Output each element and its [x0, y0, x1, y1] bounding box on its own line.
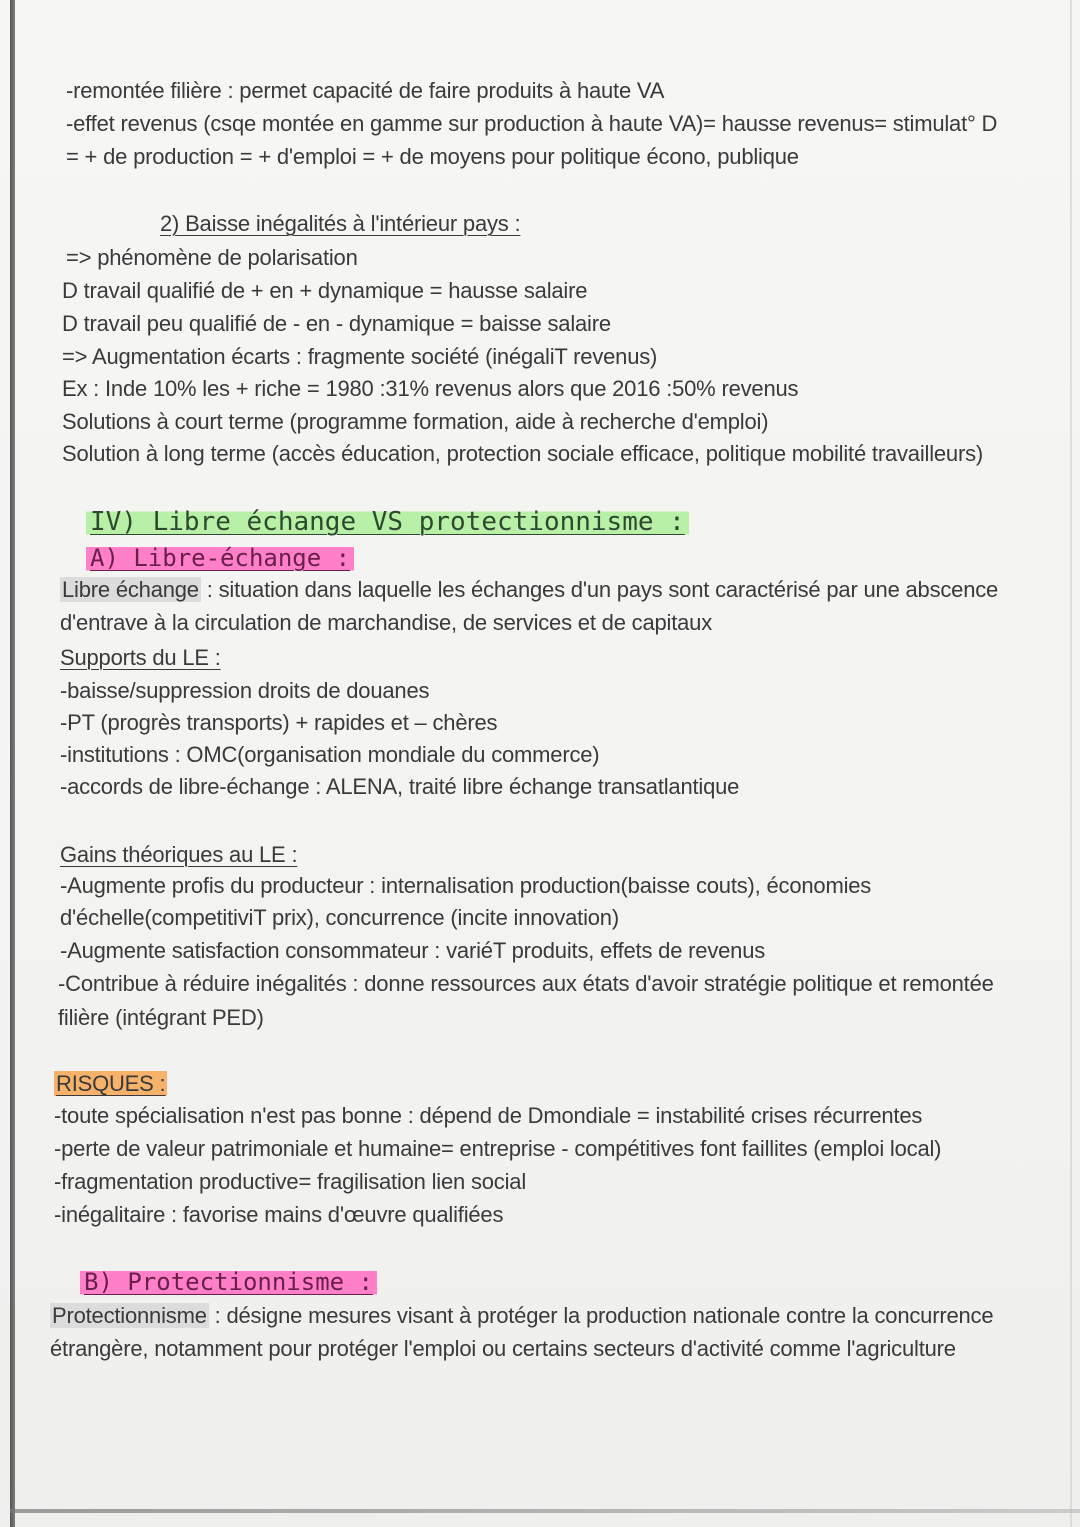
list-item: -Augmente profis du producteur : internalisation production(baisse couts), économies	[60, 873, 872, 898]
text-line: => phénomène de polarisation	[66, 245, 358, 270]
part-heading-text: IV) Libre échange VS protectionnisme :	[86, 507, 689, 537]
text-line: Ex : Inde 10% les + riche = 1980 :31% revenus alors que 2016 :50% revenus	[62, 376, 799, 401]
risks-title	[54, 1069, 167, 1099]
list-item: -perte de valeur patrimoniale et humaine= entreprise - compétitives font faillites (emploi local)	[54, 1136, 942, 1161]
text-line: Solution à long terme (accès éducation, protection sociale efficace, politique mobilité travailleurs)	[62, 441, 984, 466]
page-bottom-edge	[10, 1509, 1080, 1513]
text-line: -effet revenus (csqe montée en gamme sur production à haute VA)= hausse revenus= stimulat° D	[66, 111, 998, 136]
text-line: -remontée filière : permet capacité de faire produits à haute VA	[66, 78, 665, 103]
section-title: 2) Baisse inégalités à l'intérieur pays :	[160, 211, 521, 236]
text-line: => Augmentation écarts : fragmente société (inégaliT revenus)	[62, 344, 658, 369]
subsection-heading-b-text: B) Protectionnisme :	[80, 1268, 377, 1296]
subsection-heading-a-text: A) Libre-échange :	[86, 544, 354, 572]
list-item: -accords de libre-échange : ALENA, traité libre échange transatlantique	[60, 774, 740, 799]
page-right-edge	[1070, 0, 1072, 1527]
list-item: -baisse/suppression droits de douanes	[60, 678, 430, 703]
page-left-edge	[10, 0, 15, 1527]
text-line: D travail qualifié de + en + dynamique = hausse salaire	[62, 278, 588, 303]
list-item: -Contribue à réduire inégalités : donne ressources aux états d'avoir stratégie politique et remontée	[58, 971, 994, 996]
list-item: -inégalitaire : favorise mains d'œuvre qualifiées	[54, 1202, 504, 1227]
part-heading	[86, 505, 689, 539]
text-line: D travail peu qualifié de - en - dynamique = baisse salaire	[62, 311, 611, 336]
definition-term: Protectionnisme	[52, 1303, 207, 1328]
risks-title-text: RISQUES :	[56, 1071, 166, 1096]
definition-line	[60, 575, 998, 605]
definition-term: Libre échange	[62, 577, 199, 602]
definition-text: : désigne mesures visant à protéger la production nationale contre la concurrence	[208, 1303, 994, 1328]
list-item: -institutions : OMC(organisation mondiale du commerce)	[60, 742, 600, 767]
definition-line-2: étrangère, notamment pour protéger l'emploi ou certains secteurs d'activité comme l'agriculture	[50, 1336, 956, 1361]
gains-title: Gains théoriques au LE :	[60, 842, 298, 867]
list-item: -PT (progrès transports) + rapides et – chères	[60, 710, 498, 735]
list-item: filière (intégrant PED)	[58, 1005, 264, 1030]
definition-text: : situation dans laquelle les échanges d'un pays sont caractérisé par une abscence	[200, 577, 999, 602]
subsection-heading-b	[80, 1266, 377, 1298]
list-item: -fragmentation productive= fragilisation lien social	[54, 1169, 527, 1194]
list-item: -toute spécialisation n'est pas bonne : dépend de Dmondiale = instabilité crises récurrentes	[54, 1103, 923, 1128]
supports-title: Supports du LE :	[60, 645, 221, 670]
subsection-heading-a	[86, 542, 354, 574]
list-item: -Augmente satisfaction consommateur : variéT produits, effets de revenus	[60, 938, 766, 963]
definition-line	[50, 1301, 993, 1331]
list-item: d'échelle(competitiviT prix), concurrence (incite innovation)	[60, 905, 619, 930]
text-line: Solutions à court terme (programme formation, aide à recherche d'emploi)	[62, 409, 769, 434]
definition-line-2: d'entrave à la circulation de marchandise, de services et de capitaux	[60, 610, 712, 635]
text-line: = + de production = + d'emploi = + de moyens pour politique écono, publique	[66, 144, 799, 169]
